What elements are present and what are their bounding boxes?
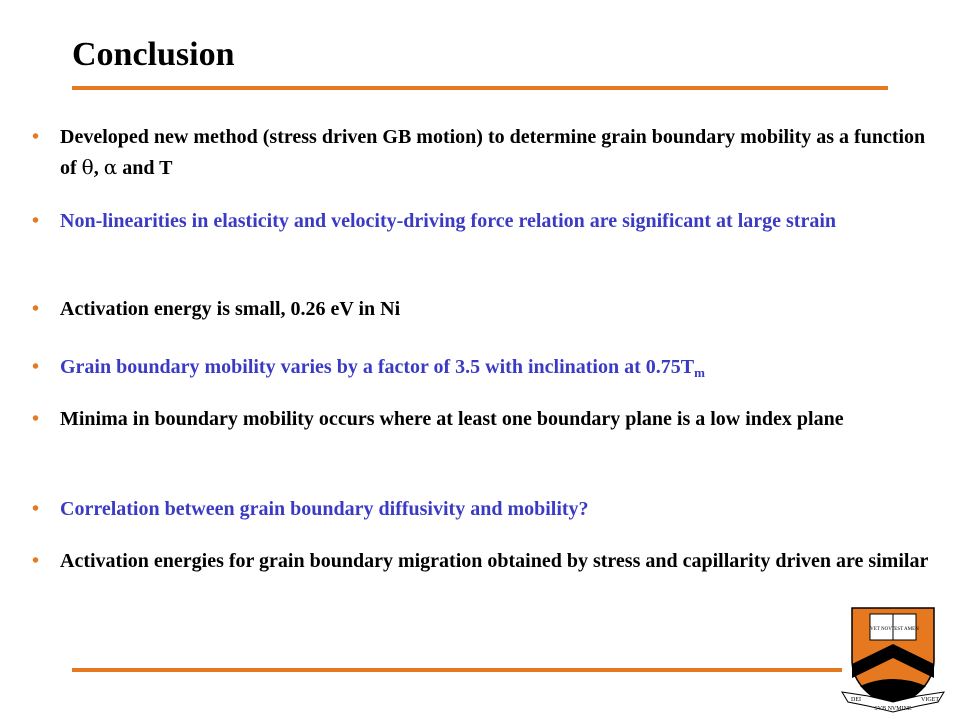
bullet-text: Activation energy is small, 0.26 eV in Ni bbox=[60, 298, 401, 320]
bullet-text: Minima in boundary mobility occurs where at least one boundary plane is a low index plane bbox=[60, 408, 844, 430]
slide-title: Conclusion bbox=[72, 36, 235, 73]
bullet-marker: • bbox=[32, 408, 40, 430]
bullet-marker: • bbox=[32, 298, 40, 320]
bullet-text: Correlation between grain boundary diffusivity and mobility? bbox=[60, 498, 589, 520]
bullet-marker: • bbox=[32, 126, 40, 148]
ribbon-right-text: VIGET bbox=[921, 697, 939, 703]
book-right-text: TEST AMEN bbox=[891, 627, 919, 632]
bullet-marker: • bbox=[32, 210, 40, 232]
ribbon-left-text: DEI bbox=[851, 697, 861, 703]
bottom-divider bbox=[72, 668, 842, 672]
top-divider bbox=[72, 86, 888, 90]
bullet-text: Developed new method (stress driven GB motion) to determine grain boundary mobility as a function of θ, α and T bbox=[60, 126, 926, 179]
ribbon-bottom-text: SVB NVMINE bbox=[874, 706, 912, 712]
bullet-text: Grain boundary mobility varies by a factor of 3.5 with inclination at $0.75T_m$ bbox=[60, 356, 705, 380]
bullet-marker: • bbox=[32, 498, 40, 520]
bullet-marker: • bbox=[32, 356, 40, 378]
bullet-marker: • bbox=[32, 550, 40, 572]
book-left-text: VET NOV bbox=[870, 627, 892, 632]
bullet-text: Activation energies for grain boundary migration obtained by stress and capillarity driven are similar bbox=[60, 550, 929, 572]
bullet-text: Non-linearities in elasticity and velocity-driving force relation are significant at large strain bbox=[60, 210, 837, 232]
princeton-shield-logo bbox=[838, 602, 948, 714]
